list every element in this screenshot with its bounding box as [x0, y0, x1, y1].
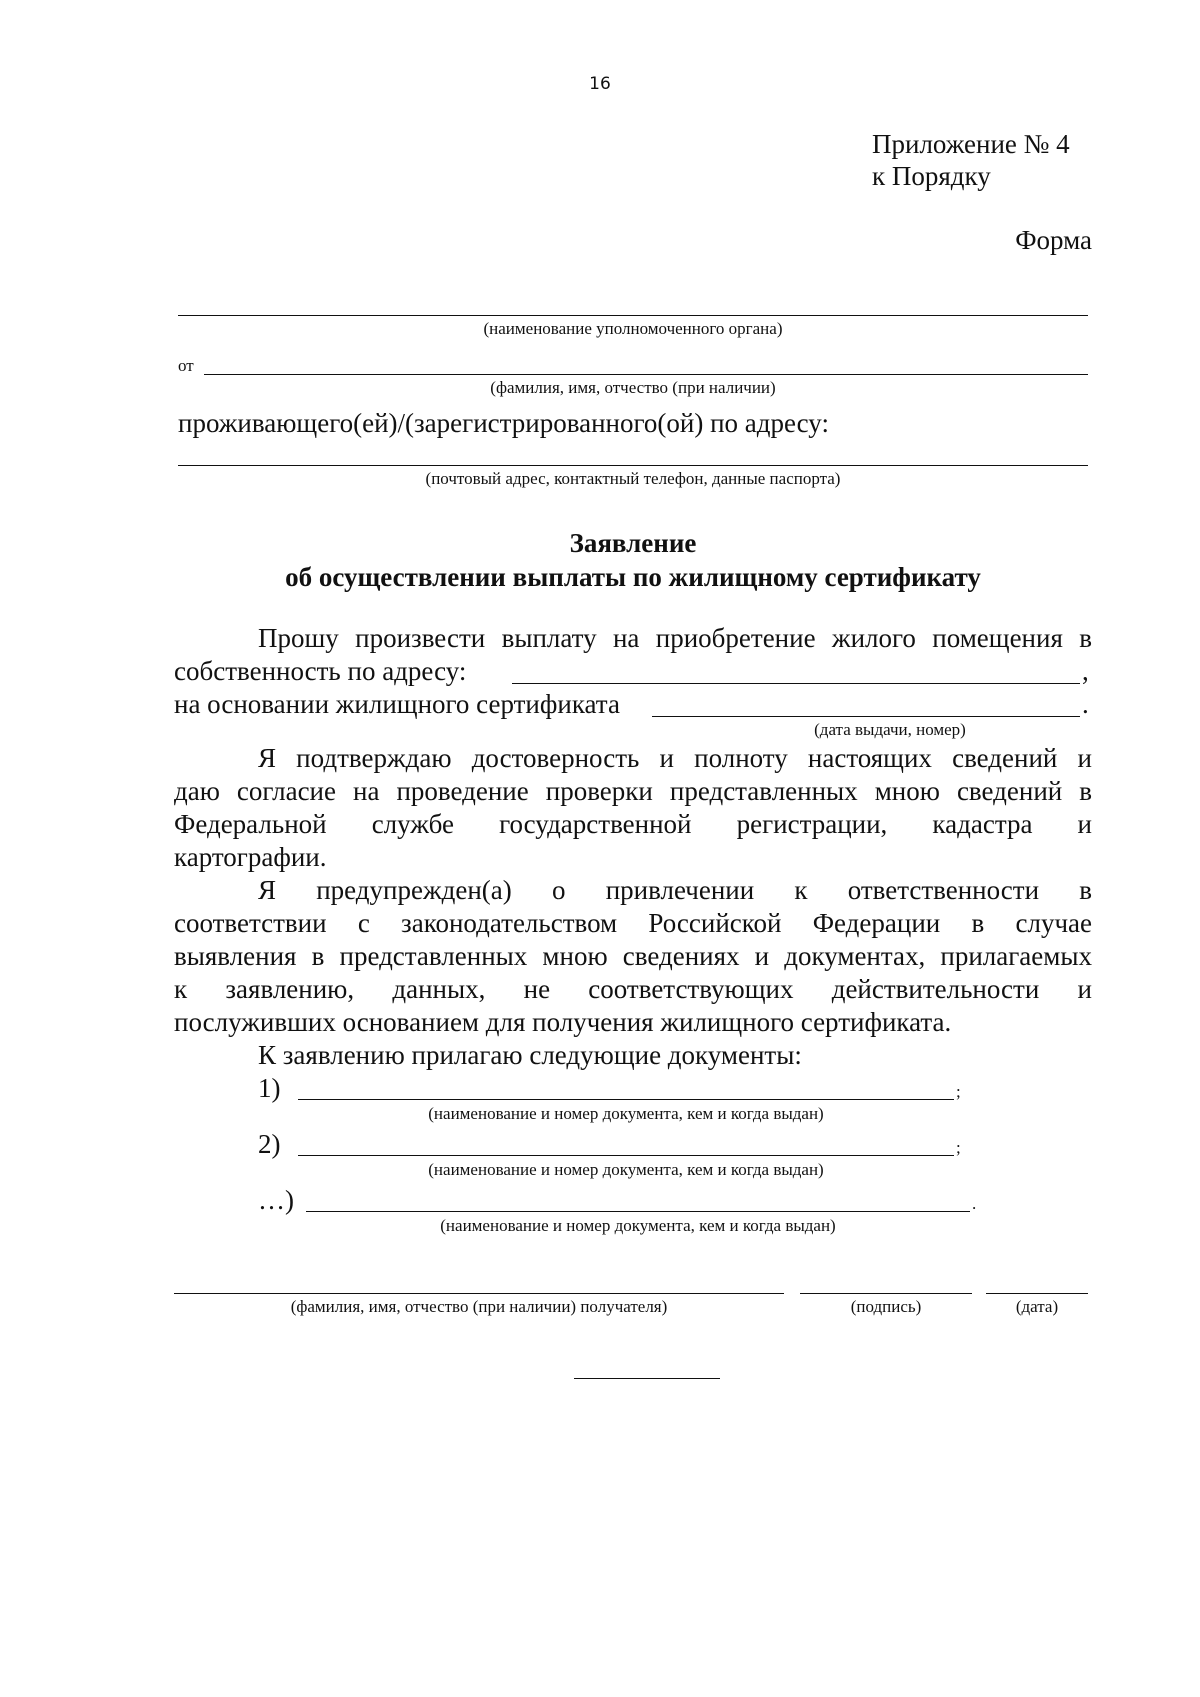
- certificate-caption: (дата выдачи, номер): [814, 720, 966, 739]
- attachments-intro: К заявлению прилагаю следующие документы:: [258, 1040, 802, 1070]
- certificate-field-line[interactable]: [652, 716, 1080, 717]
- end-separator: [574, 1378, 720, 1379]
- warning-line-4: к заявлению, данных, не соответствующих действительности и: [174, 974, 1092, 1004]
- warning-line-2: соответствии с законодательством Российской Федерации в случае: [174, 908, 1092, 938]
- form-label: Форма: [1015, 225, 1092, 255]
- authority-caption: (наименование уполномоченного органа): [483, 319, 783, 338]
- request-line-1: Прошу произвести выплату на приобретение жилого помещения в: [258, 623, 1092, 653]
- address-field-line[interactable]: [178, 465, 1088, 466]
- recipient-name-field-line[interactable]: [174, 1293, 784, 1294]
- applicant-name-caption: (фамилия, имя, отчество (при наличии): [490, 378, 776, 397]
- confirm-line-1: Я подтверждаю достоверность и полноту настоящих сведений и: [258, 743, 1092, 773]
- confirm-line-2: даю согласие на проведение проверки представленных мною сведений в: [174, 776, 1092, 806]
- residence-label: проживающего(ей)/(зарегистрированного(ой) по адресу:: [178, 408, 829, 438]
- attachment-3-end: .: [972, 1194, 977, 1213]
- attachment-1-caption: (наименование и номер документа, кем и когда выдан): [428, 1104, 824, 1123]
- authority-field-line[interactable]: [178, 315, 1088, 316]
- attachment-3-field-line[interactable]: [306, 1211, 970, 1212]
- attachment-3-caption: (наименование и номер документа, кем и когда выдан): [440, 1216, 836, 1235]
- warning-line-3: выявления в представленных мною сведениях и документах, прилагаемых: [174, 941, 1092, 971]
- request-line-3: на основании жилищного сертификата: [174, 689, 620, 719]
- warning-line-5: послуживших основанием для получения жилищного сертификата.: [174, 1007, 952, 1037]
- date-caption: (дата): [1015, 1297, 1059, 1316]
- request-line-2-comma: ,: [1082, 656, 1089, 686]
- attachment-1-field-line[interactable]: [298, 1099, 954, 1100]
- property-address-field-line[interactable]: [512, 683, 1080, 684]
- attachment-2-marker: 2): [258, 1129, 281, 1159]
- warning-line-1: Я предупрежден(а) о привлечении к ответственности в: [258, 875, 1092, 905]
- applicant-name-field-line[interactable]: [204, 374, 1088, 375]
- recipient-name-caption: (фамилия, имя, отчество (при наличии) получателя): [290, 1297, 668, 1316]
- attachment-2-caption: (наименование и номер документа, кем и когда выдан): [428, 1160, 824, 1179]
- appendix-title: Приложение № 4: [872, 129, 1070, 159]
- document-subtitle: об осуществлении выплаты по жилищному сертификату: [285, 562, 981, 592]
- confirm-line-3: Федеральной службе государственной регистрации, кадастра и: [174, 809, 1092, 839]
- attachment-2-field-line[interactable]: [298, 1155, 954, 1156]
- attachment-3-marker: …): [258, 1185, 294, 1215]
- appendix-subtitle: к Порядку: [872, 161, 991, 191]
- address-caption: (почтовый адрес, контактный телефон, данные паспорта): [425, 469, 841, 488]
- attachment-1-end: ;: [956, 1082, 961, 1101]
- page-number: 16: [589, 74, 611, 94]
- request-line-3-period: .: [1082, 689, 1089, 719]
- attachment-1-marker: 1): [258, 1073, 281, 1103]
- attachment-2-end: ;: [956, 1138, 961, 1157]
- document-title: Заявление: [569, 528, 697, 558]
- date-field-line[interactable]: [986, 1293, 1088, 1294]
- from-prefix: от: [178, 356, 194, 375]
- signature-caption: (подпись): [850, 1297, 922, 1316]
- confirm-line-4: картографии.: [174, 842, 327, 872]
- signature-field-line[interactable]: [800, 1293, 972, 1294]
- request-line-2: собственность по адресу:: [174, 656, 467, 686]
